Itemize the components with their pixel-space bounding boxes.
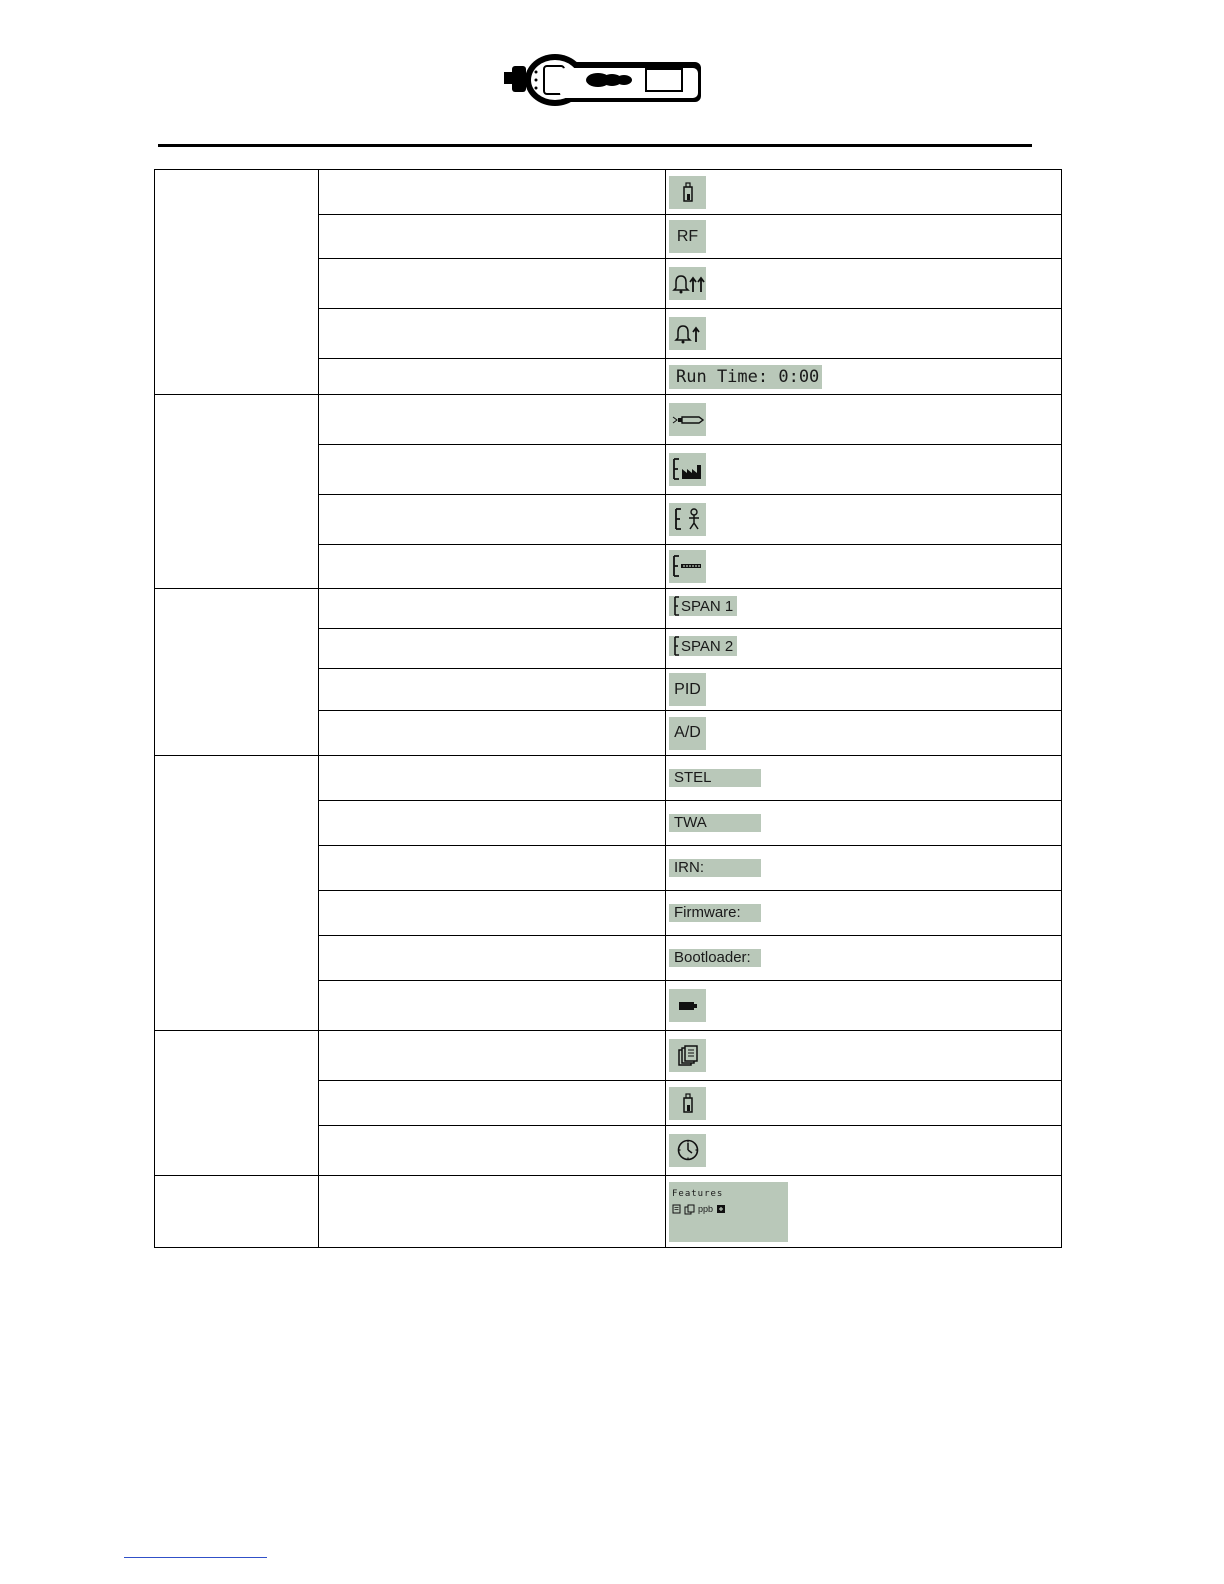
description-cell <box>319 1031 666 1081</box>
span-bracket-icon <box>673 636 681 656</box>
group-cell <box>155 1176 319 1248</box>
battery-icon <box>669 989 706 1022</box>
page-icon <box>672 1204 681 1214</box>
description-cell <box>319 170 666 215</box>
twa-display: TWA <box>669 814 761 832</box>
clock-icon <box>669 1134 706 1167</box>
description-cell <box>319 359 666 395</box>
display-cell <box>666 756 1062 801</box>
span-bracket-icon <box>673 596 681 616</box>
instrument-logo <box>500 50 704 110</box>
description-cell <box>319 801 666 846</box>
ppb-label: ppb <box>698 1204 714 1214</box>
span1-display <box>669 596 737 616</box>
ad-display: A/D <box>669 717 706 750</box>
description-cell <box>319 495 666 545</box>
display-cell <box>666 891 1062 936</box>
gas-cylinder-icon <box>669 1087 706 1120</box>
description-cell <box>319 981 666 1031</box>
display-cell <box>666 1031 1062 1081</box>
irn-display: IRN: <box>669 859 761 877</box>
display-cell <box>666 170 1062 215</box>
display-cell <box>666 445 1062 495</box>
description-cell <box>319 669 666 711</box>
table-row <box>155 395 1062 445</box>
description-cell <box>319 589 666 629</box>
group-cell <box>155 170 319 395</box>
data-pages-icon <box>684 1204 695 1215</box>
rf-display: RF <box>669 220 706 253</box>
description-cell <box>319 1176 666 1248</box>
display-cell <box>666 1081 1062 1126</box>
header-rule <box>158 144 1032 147</box>
display-cell <box>666 395 1062 445</box>
table-row <box>155 589 1062 629</box>
low-alarm-bell-icon <box>669 317 706 350</box>
display-cell <box>666 629 1062 669</box>
firmware-display: Firmware: <box>669 904 761 922</box>
table-row <box>155 756 1062 801</box>
footer-link-rule <box>124 1557 267 1558</box>
display-cell <box>666 981 1062 1031</box>
features-icons-row <box>672 1204 726 1215</box>
group-cell <box>155 756 319 1031</box>
exposure-factory-icon <box>669 453 706 486</box>
display-cell <box>666 669 1062 711</box>
display-cell <box>666 846 1062 891</box>
features-label: Features <box>672 1188 724 1199</box>
exposure-person-icon <box>669 503 706 536</box>
description-cell <box>319 445 666 495</box>
display-cell <box>666 1126 1062 1176</box>
description-cell <box>319 891 666 936</box>
group-cell <box>155 589 319 756</box>
display-cell <box>666 801 1062 846</box>
description-cell <box>319 936 666 981</box>
span2-label: SPAN 2 <box>681 637 734 655</box>
description-cell <box>319 1126 666 1176</box>
description-cell <box>319 545 666 589</box>
display-cell <box>666 936 1062 981</box>
display-cell <box>666 589 1062 629</box>
stel-display: STEL <box>669 769 761 787</box>
instrument-probe-icon <box>669 403 706 436</box>
description-cell <box>319 215 666 259</box>
table-row <box>155 1031 1062 1081</box>
display-cell <box>666 215 1062 259</box>
description-cell <box>319 1081 666 1126</box>
group-cell <box>155 395 319 589</box>
description-cell <box>319 756 666 801</box>
table-row <box>155 170 1062 215</box>
description-cell <box>319 309 666 359</box>
display-screens-table <box>154 169 1062 1248</box>
description-cell <box>319 629 666 669</box>
display-cell <box>666 359 1062 395</box>
high-alarm-bell-icon <box>669 267 706 300</box>
description-cell <box>319 395 666 445</box>
span1-label: SPAN 1 <box>681 597 734 615</box>
group-cell <box>155 1031 319 1176</box>
run-time-display: Run Time: 0:00 <box>669 365 822 389</box>
display-cell <box>666 309 1062 359</box>
bootloader-display: Bootloader: <box>669 949 761 967</box>
plus-box-icon <box>716 1204 726 1214</box>
description-cell <box>319 259 666 309</box>
features-display <box>669 1182 788 1242</box>
display-cell <box>666 495 1062 545</box>
display-cell <box>666 545 1062 589</box>
data-pages-icon <box>669 1039 706 1072</box>
gas-cylinder-icon <box>669 176 706 209</box>
display-cell <box>666 711 1062 756</box>
exposure-probe-icon <box>669 550 706 583</box>
display-cell <box>666 259 1062 309</box>
description-cell <box>319 846 666 891</box>
display-cell <box>666 1176 1062 1248</box>
table-row <box>155 1176 1062 1248</box>
span2-display <box>669 636 737 656</box>
description-cell <box>319 711 666 756</box>
pid-display: PID <box>669 673 706 706</box>
